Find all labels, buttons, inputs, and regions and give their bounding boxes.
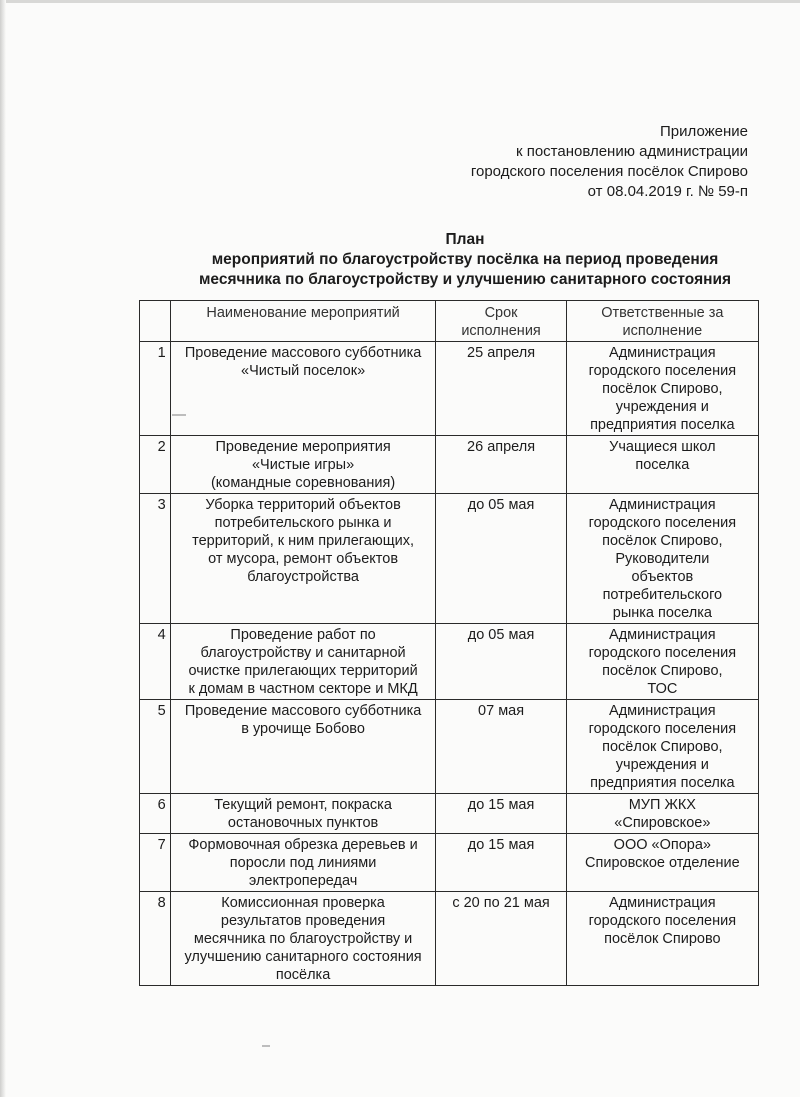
- deadline: до 05 мая: [436, 624, 566, 700]
- appendix-line: Приложение: [660, 123, 748, 140]
- appendix-block: [471, 122, 748, 202]
- activity-name: [170, 342, 436, 436]
- responsible-line: ТОС: [647, 681, 678, 697]
- responsible: [566, 834, 758, 892]
- activity-name: [170, 700, 436, 794]
- responsible-line: рынка поселка: [612, 605, 712, 621]
- plan-subtitle-line: месячника по благоустройству и улучшению санитарного состояния: [198, 271, 732, 288]
- activity-name-line: от мусора, ремонт объектов: [208, 551, 399, 567]
- row-number: 8: [140, 892, 171, 986]
- appendix-line: к постановлению администрации: [515, 143, 748, 160]
- table-row: [140, 794, 759, 834]
- row-number: 2: [140, 436, 171, 494]
- activity-name-line: Текущий ремонт, покраска: [214, 797, 392, 813]
- activity-name-line: улучшению санитарного состояния: [184, 949, 422, 965]
- responsible-line: учреждения и: [615, 757, 709, 773]
- header-responsible: Ответственные за исполнение: [566, 301, 758, 342]
- plan-table: [139, 300, 759, 986]
- responsible-line: посёлок Спирово,: [602, 663, 723, 679]
- responsible-line: посёлок Спирово,: [602, 533, 723, 549]
- responsible-line: городского поселения: [588, 363, 737, 379]
- activity-name-line: Формовочная обрезка деревьев и: [188, 837, 418, 853]
- activity-name-line: Проведение мероприятия: [215, 439, 391, 455]
- deadline: до 15 мая: [436, 794, 566, 834]
- activity-name: [170, 436, 436, 494]
- appendix-line: от 08.04.2019 г. № 59-п: [587, 183, 748, 200]
- activity-name: [170, 494, 436, 624]
- table-row: [140, 700, 759, 794]
- deadline: с 20 по 21 мая: [436, 892, 566, 986]
- activity-name: [170, 794, 436, 834]
- activity-name-line: очистке прилегающих территорий: [188, 663, 418, 679]
- responsible-line: потребительского: [602, 587, 723, 603]
- activity-name-line: Проведение работ по: [230, 627, 376, 643]
- activity-name-line: «Чистые игры»: [251, 457, 355, 473]
- row-number: 6: [140, 794, 171, 834]
- responsible-line: Администрация: [609, 497, 716, 513]
- activity-name-line: «Чистый поселок»: [241, 363, 366, 379]
- responsible-line: Спировское отделение: [585, 855, 740, 871]
- activity-name-line: к домам в частном секторе и МКД: [188, 681, 418, 697]
- responsible-line: объектов: [631, 569, 694, 585]
- responsible: [566, 494, 758, 624]
- responsible-line: поселка: [635, 457, 690, 473]
- table-row: [140, 834, 759, 892]
- activity-name: [170, 892, 436, 986]
- responsible: [566, 624, 758, 700]
- activity-name-line: благоустройства: [247, 569, 359, 585]
- activity-name-line: благоустройству и санитарной: [200, 645, 406, 661]
- deadline: до 15 мая: [436, 834, 566, 892]
- header-num: [140, 301, 171, 342]
- table-row: [140, 494, 759, 624]
- responsible: [566, 700, 758, 794]
- responsible-line: предприятия поселка: [590, 417, 735, 433]
- row-number: 3: [140, 494, 171, 624]
- responsible-line: Руководители: [615, 551, 710, 567]
- deadline: 26 апреля: [436, 436, 566, 494]
- activity-name-line: остановочных пунктов: [227, 815, 379, 831]
- activity-name-line: Проведение массового субботника: [184, 703, 422, 719]
- responsible: [566, 342, 758, 436]
- responsible-line: предприятия поселка: [590, 775, 735, 791]
- responsible-line: ООО «Опора»: [613, 837, 711, 853]
- activity-name-line: территорий, к ним прилегающих,: [192, 533, 415, 549]
- table-row: [140, 892, 759, 986]
- scan-edge-left: [0, 0, 6, 1097]
- responsible-line: посёлок Спирово,: [602, 739, 723, 755]
- activity-name-line: Проведение массового субботника: [184, 345, 422, 361]
- activity-name-line: месячника по благоустройству и: [193, 931, 413, 947]
- responsible-line: городского поселения: [588, 913, 737, 929]
- responsible-line: МУП ЖКХ: [628, 797, 696, 813]
- activity-name: [170, 834, 436, 892]
- responsible-line: Администрация: [609, 895, 716, 911]
- row-number: 4: [140, 624, 171, 700]
- table-row: [140, 436, 759, 494]
- scan-speck: [172, 414, 186, 416]
- activity-name-line: (командные соревнования): [210, 475, 396, 491]
- row-number: 5: [140, 700, 171, 794]
- row-number: 1: [140, 342, 171, 436]
- scan-speck: [262, 1045, 270, 1047]
- responsible-line: Администрация: [609, 703, 716, 719]
- deadline: 07 мая: [436, 700, 566, 794]
- responsible-line: посёлок Спирово: [604, 931, 721, 947]
- responsible-line: учреждения и: [615, 399, 709, 415]
- responsible-line: городского поселения: [588, 721, 737, 737]
- plan-heading: [160, 230, 770, 290]
- responsible: [566, 892, 758, 986]
- activity-name-line: результатов проведения: [220, 913, 386, 929]
- activity-name-line: посёлка: [275, 967, 331, 983]
- responsible-line: Администрация: [609, 627, 716, 643]
- deadline: до 05 мая: [436, 494, 566, 624]
- responsible-line: городского поселения: [588, 515, 737, 531]
- row-number: 7: [140, 834, 171, 892]
- appendix-line: городского поселения посёлок Спирово: [470, 163, 748, 180]
- activity-name: [170, 624, 436, 700]
- table-header-row: [140, 301, 759, 342]
- plan-subtitle-line: мероприятий по благоустройству посёлка на период проведения: [211, 251, 719, 268]
- responsible-line: посёлок Спирово,: [602, 381, 723, 397]
- responsible-line: Учащиеся школ: [609, 439, 716, 455]
- responsible-line: «Спировское»: [614, 815, 711, 831]
- activity-name-line: поросли под линиями: [229, 855, 377, 871]
- activity-name-line: электропередач: [248, 873, 358, 889]
- activity-name-line: Уборка территорий объектов: [205, 497, 401, 513]
- activity-name-line: Комиссионная проверка: [221, 895, 385, 911]
- table-body: [140, 342, 759, 986]
- deadline: 25 апреля: [436, 342, 566, 436]
- activity-name-line: в урочище Бобово: [241, 721, 365, 737]
- responsible-line: городского поселения: [588, 645, 737, 661]
- responsible-line: Администрация: [609, 345, 716, 361]
- plan-title: План: [445, 231, 485, 248]
- scan-edge-top: [0, 0, 800, 3]
- table-row: [140, 342, 759, 436]
- table-row: [140, 624, 759, 700]
- activity-name-line: потребительского рынка и: [214, 515, 392, 531]
- header-date: Срок исполнения: [436, 301, 566, 342]
- responsible: [566, 436, 758, 494]
- header-name: Наименование мероприятий: [170, 301, 436, 342]
- responsible: [566, 794, 758, 834]
